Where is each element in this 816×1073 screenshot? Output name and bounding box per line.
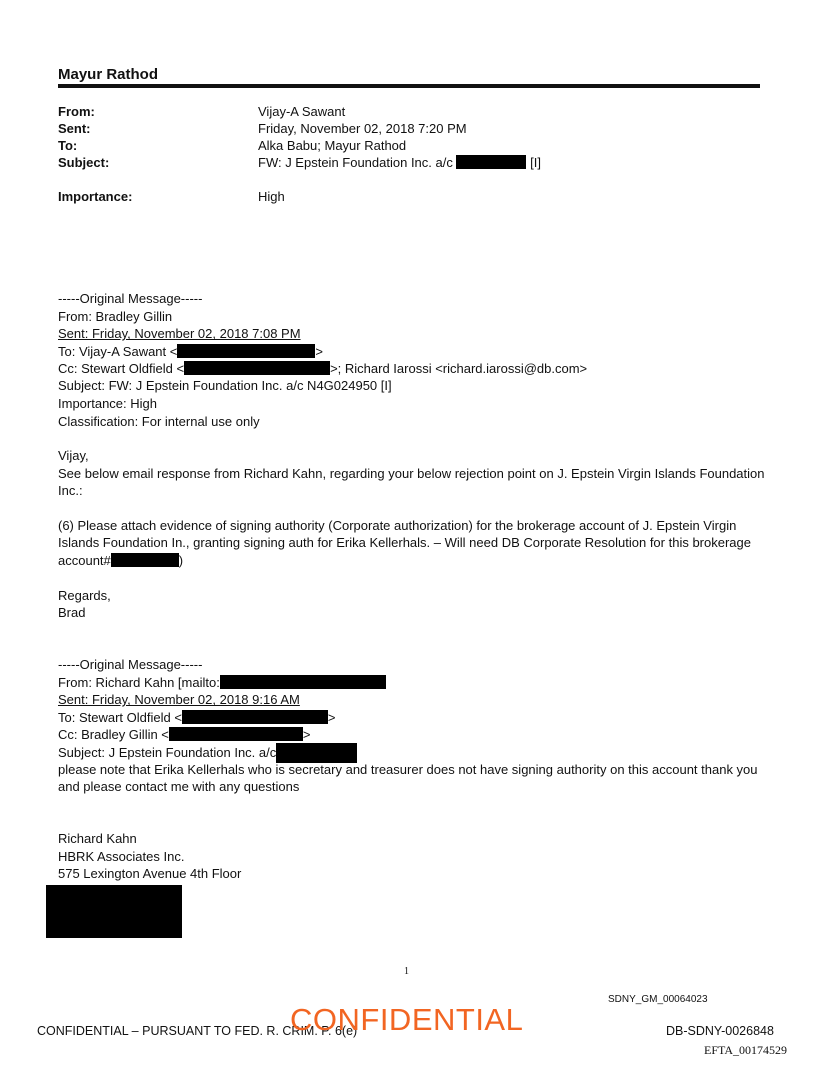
header-subject-value bbox=[258, 154, 541, 171]
mailbox-owner-name: Mayur Rathod bbox=[58, 66, 159, 83]
msg2-from-text: From: Richard Kahn [mailto: bbox=[58, 674, 220, 690]
msg1-subject: Subject: FW: J Epstein Foundation Inc. a/c N4G024950 [I] bbox=[58, 378, 392, 394]
original-message-separator: -----Original Message----- bbox=[58, 291, 203, 307]
redaction-block bbox=[111, 553, 179, 567]
msg1-importance: Importance: High bbox=[58, 395, 157, 411]
header-importance-label: Importance: bbox=[58, 189, 133, 204]
msg1-signoff: Brad bbox=[58, 605, 86, 620]
redaction-block bbox=[46, 885, 182, 938]
redaction-block bbox=[456, 155, 526, 169]
msg1-to-end: > bbox=[315, 343, 323, 359]
confidential-stamp: CONFIDENTIAL bbox=[290, 1002, 524, 1037]
redaction-block bbox=[182, 710, 328, 724]
msg2-body: please note that Erika Kellerhals who is secretary and treasurer does not have signing authority on this account thank you and please contact me with any questions bbox=[58, 762, 762, 795]
msg1-regards: Regards, bbox=[58, 588, 111, 603]
msg2-cc-end: > bbox=[302, 727, 311, 743]
msg2-cc-text: Cc: Bradley Gillin < bbox=[58, 727, 169, 743]
msg2-to-end: > bbox=[327, 709, 336, 725]
header-to-label: To: bbox=[58, 138, 78, 153]
msg1-paragraph-2-text: (6) Please attach evidence of signing authority (Corporate authorization) for the brokerage account of J. Epstein Virgin Islands Foundation In., granting signing auth for Erika Kellerhals. – Will need DB Corporate Resolution for this brokerage account# bbox=[58, 518, 755, 568]
header-from-label: From: bbox=[58, 104, 95, 119]
redaction-block bbox=[220, 675, 386, 689]
page-number: 1 bbox=[404, 966, 409, 977]
header-subject-suffix: [I] bbox=[526, 155, 541, 170]
msg2-cc bbox=[58, 726, 768, 743]
msg2-to-text: To: Stewart Oldfield < bbox=[58, 709, 182, 725]
msg2-subject-text: Subject: J Epstein Foundation Inc. a/c bbox=[58, 745, 277, 761]
msg1-cc-end: >; Richard Iarossi <richard.iarossi@db.com> bbox=[330, 361, 588, 377]
msg1-to-text: To: Vijay-A Sawant < bbox=[58, 343, 178, 359]
signature-address: 575 Lexington Avenue 4th Floor bbox=[58, 866, 242, 882]
header-rule bbox=[58, 84, 760, 88]
efta-number: EFTA_00174529 bbox=[704, 1043, 788, 1057]
msg1-greeting: Vijay, bbox=[58, 448, 89, 463]
header-to-value: Alka Babu; Mayur Rathod bbox=[258, 138, 407, 153]
msg2-sent: Sent: Friday, November 02, 2018 9:16 AM bbox=[58, 692, 300, 708]
msg1-paragraph-2 bbox=[58, 517, 768, 569]
header-from-value: Vijay-A Sawant bbox=[258, 104, 346, 119]
msg1-paragraph-2-end: ) bbox=[178, 552, 184, 568]
msg1-cc-text: Cc: Stewart Oldfield < bbox=[58, 361, 185, 377]
redaction-block bbox=[169, 727, 303, 741]
bates-number-db: DB-SDNY-0026848 bbox=[666, 1024, 774, 1038]
header-sent-value: Friday, November 02, 2018 7:20 PM bbox=[258, 121, 467, 136]
header-importance-value: High bbox=[258, 189, 285, 204]
header-sent-label: Sent: bbox=[58, 121, 91, 136]
msg2-from bbox=[58, 674, 768, 691]
signature-name: Richard Kahn bbox=[58, 831, 137, 847]
original-message-separator: -----Original Message----- bbox=[58, 657, 203, 673]
confidential-footer-text: CONFIDENTIAL – PURSUANT TO FED. R. CRIM. P. 6(e) bbox=[37, 1024, 358, 1038]
header-subject-label: Subject: bbox=[58, 155, 110, 170]
msg1-to bbox=[58, 343, 768, 360]
msg2-to bbox=[58, 709, 768, 726]
msg1-cc bbox=[58, 360, 768, 377]
header-subject-text: FW: J Epstein Foundation Inc. a/c bbox=[258, 155, 453, 170]
redaction-block bbox=[177, 344, 315, 358]
redaction-block bbox=[184, 361, 330, 375]
msg1-sent: Sent: Friday, November 02, 2018 7:08 PM bbox=[58, 326, 301, 342]
classification-line: Classification: For internal use only bbox=[58, 414, 260, 429]
msg1-paragraph-1: See below email response from Richard Kahn, regarding your below rejection point on J. Epstein Virgin Islands Foundation Inc.: bbox=[58, 466, 769, 499]
signature-company: HBRK Associates Inc. bbox=[58, 848, 185, 864]
msg1-from: From: Bradley Gillin bbox=[58, 308, 173, 324]
bates-number-sdny: SDNY_GM_00064023 bbox=[608, 994, 708, 1005]
